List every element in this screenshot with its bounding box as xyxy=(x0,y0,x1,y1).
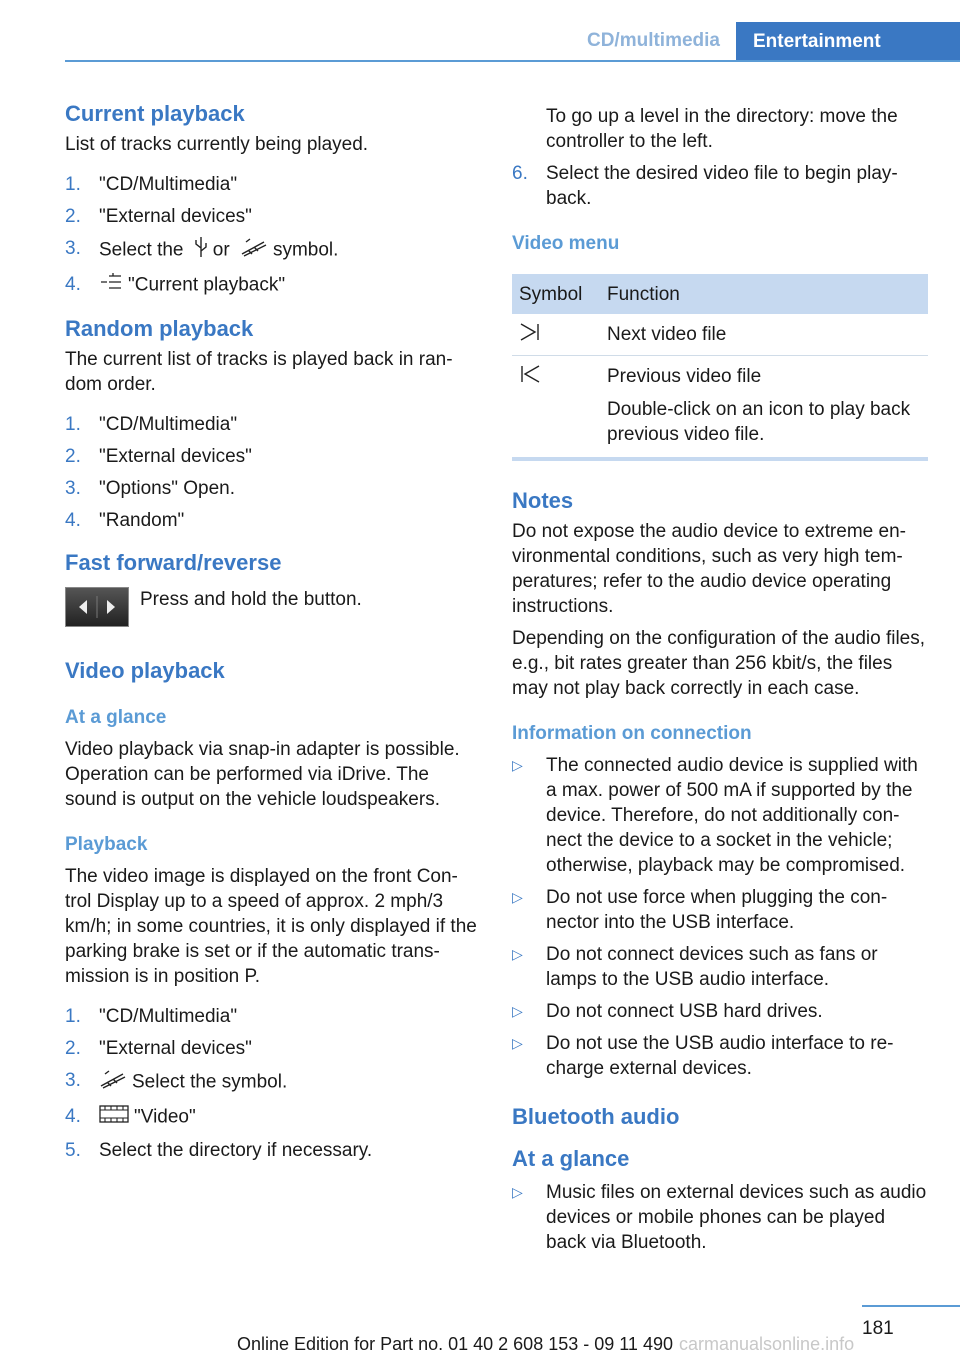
list-item: ▷ Do not use the USB audio interface to re-charge external devices. xyxy=(512,1033,894,1079)
list-item: ▷ Do not connect devices such as fans or lamps to the USB audio interface. xyxy=(512,944,878,990)
bluetooth-glance-heading: At a glance xyxy=(512,1146,630,1171)
list-item: 2. "External devices" xyxy=(65,1038,252,1059)
list-item: 3. Select the symbol. xyxy=(65,1068,483,1097)
list-item: 1. "CD/Multimedia" xyxy=(65,174,238,195)
current-playback-desc: List of tracks currently being played. xyxy=(65,134,369,155)
video-playback-heading: Video playback xyxy=(65,658,225,683)
notes-heading: Notes xyxy=(512,488,574,513)
left-column xyxy=(65,100,483,1171)
random-playback-heading: Random playback xyxy=(65,316,254,341)
list-item: 1. "CD/Multimedia" xyxy=(65,1006,238,1027)
notes-p2: Depending on the configuration of the audio files, e.g., bit rates greater than 256 kbit/s, the files may not play back correctly in each case. xyxy=(512,628,926,699)
random-playback-desc: The current list of tracks is played back in ran-dom order. xyxy=(65,349,453,395)
list-item: 5. Select the directory if necessary. xyxy=(65,1140,373,1161)
list-item: ▷ The connected audio device is supplied with a max. power of 500 mA if supported by the device. Therefore, do not additionally con-nect the device to a socket in the vehicle; otherwise, playback may be compromised. xyxy=(512,755,918,876)
table-header-row xyxy=(512,274,928,314)
video-playback-text: The video image is displayed on the front Con-trol Display up to a speed of approx. 2 mph/3 km/h; in some countries, it is only displayed if the parking brake is set or if the automatic trans-mission is in position P. xyxy=(65,866,477,987)
watermark: carmanualsonline.info xyxy=(679,1334,855,1354)
video-icon xyxy=(99,1104,129,1131)
connection-heading: Information on connection xyxy=(512,723,752,744)
current-playback-steps xyxy=(65,172,483,299)
page-number: 181 xyxy=(862,1318,894,1339)
video-glance-text: Video playback via snap-in adapter is possible. Operation can be performed via iDrive. The sound is output on the vehicle loudspeakers. xyxy=(65,739,460,810)
edition-note: Online Edition for Part no. 01 40 2 608 153 - 09 11 490 xyxy=(237,1334,673,1354)
notes-p1: Do not expose the audio device to extreme en-vironmental conditions, such as very high tem-peratures; refer to the audio device operating instructions. xyxy=(512,521,906,617)
fast-forward-block xyxy=(65,587,483,631)
video-playback-steps xyxy=(65,1004,483,1163)
bluetooth-list xyxy=(512,1180,930,1255)
right-column xyxy=(512,104,930,1263)
video-glance-heading: At a glance xyxy=(65,707,167,728)
video-playback-steps-cont xyxy=(512,161,930,211)
header-rule xyxy=(65,60,960,62)
list-item: 3. "Options" Open. xyxy=(65,478,236,499)
next-video-icon xyxy=(519,326,541,347)
list-item: 4. "Random" xyxy=(65,510,185,531)
video-menu-table xyxy=(512,274,928,461)
snap-in-adapter-icon xyxy=(99,1068,127,1097)
video-menu-heading: Video menu xyxy=(512,233,620,254)
directory-hint: To go up a level in the directory: move the controller to the left. xyxy=(546,106,898,152)
random-playback-steps xyxy=(65,412,483,533)
table-row: Next video file xyxy=(512,314,928,356)
table-row: Previous video file Double-click on an icon to play back previous video file. xyxy=(512,356,928,460)
list-item: 6. Select the desired video file to begin play-back. xyxy=(512,163,898,209)
fast-forward-heading: Fast forward/reverse xyxy=(65,550,282,575)
list-item: ▷ Do not use force when plugging the con-nector into the USB interface. xyxy=(512,887,888,933)
skip-buttons-icon xyxy=(65,587,129,627)
current-playback-icon xyxy=(99,272,123,299)
snap-in-adapter-icon xyxy=(240,236,268,265)
list-item: 3. Select the or symbol. xyxy=(65,236,483,265)
chapter-tab: Entertainment xyxy=(736,22,960,62)
list-item: ▷ Do not connect USB hard drives. xyxy=(512,1001,823,1022)
col-symbol: Symbol xyxy=(512,274,600,314)
video-playback-subheading: Playback xyxy=(65,834,148,855)
page-header xyxy=(0,0,960,64)
footer-rule xyxy=(862,1305,960,1307)
current-playback-heading: Current playback xyxy=(65,101,245,126)
usb-icon xyxy=(194,236,208,265)
list-item: 4. "Current playback" xyxy=(65,272,483,299)
section-title: CD/multimedia xyxy=(586,30,720,51)
list-item: 2. "External devices" xyxy=(65,446,252,467)
bluetooth-heading: Bluetooth audio xyxy=(512,1104,680,1129)
col-function: Function xyxy=(600,274,928,314)
connection-list xyxy=(512,753,930,1081)
fast-forward-text: Press and hold the button. xyxy=(140,589,362,610)
list-item: 1. "CD/Multimedia" xyxy=(65,414,238,435)
previous-video-icon xyxy=(519,368,541,389)
list-item: ▷ Music files on external devices such as audio devices or mobile phones can be played back via Bluetooth. xyxy=(512,1182,927,1253)
list-item: 2. "External devices" xyxy=(65,206,252,227)
list-item: 4. "Video" xyxy=(65,1104,483,1131)
